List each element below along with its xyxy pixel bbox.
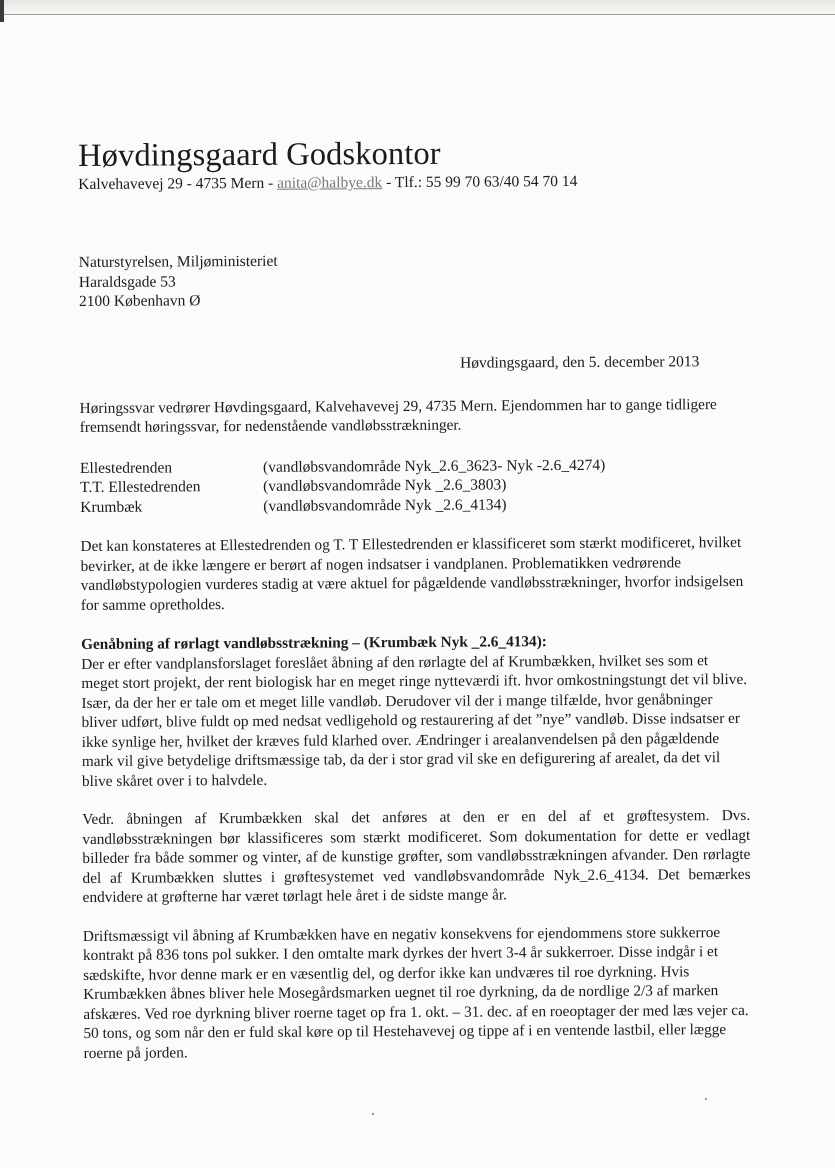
opening-paragraph: Der er efter vandplansforslaget foreslået åbning af den rørlagte del af Krumbækken, hvilket ses som et meget stort projekt, der rent biologisk har en meget ringe nytteværdi ift. hvor omkostningstungt det vil blive. Især, da der her er tale om et meget lille vandløb. Derudover vil der i mange tilfælde, hvor genåbninger bliver udført, blive fuldt op med nedsat vedligehold og restaurering af det ”nye” vandløb. Disse indsatser er ikke synlige her, hvilket der kræves fuld klarhed over. Ændringer i arealanvendelsen på den pågældende mark vil give betydelige driftsmæssige tab, da der i stor grad vil ske en defigurering af arealet, da det vil blive skåret over i to halvdele.	[81, 651, 748, 790]
scan-speck	[705, 1098, 707, 1100]
stream-code: (vandløbsvandområde Nyk_2.6_3623- Nyk -2.6_4274)	[262, 456, 606, 476]
recipient-line-3: 2100 København Ø	[78, 292, 201, 310]
email-link[interactable]: anita@halbye.dk	[277, 174, 383, 192]
scan-speck	[372, 1113, 374, 1115]
classified-paragraph: Det kan konstateres at Ellestedrenden og T. T Ellestedrenden er klassificeret som stærkt modificeret, hvilket bevirker, at de ikke længere er berørt af nogen indsatser i vandplanen. Problematikken vedrørende vandløbstypologien vurderes stadig at være aktuel for pågældende vandløbsstrækninger, hvorfor indsigelsen for samme opretholdes.	[80, 533, 744, 614]
date-line: Høvdingsgaard, den 5. december 2013	[459, 352, 700, 372]
stream-name: Krumbæk	[80, 498, 143, 516]
scan-top-edge	[0, 0, 835, 15]
stream-name: T.T. Ellestedrenden	[80, 478, 201, 496]
stream-list	[80, 454, 748, 517]
stream-name: Ellestedrenden	[79, 458, 173, 477]
stream-code: (vandløbsvandområde Nyk _2.6_3803)	[263, 476, 507, 495]
letter	[78, 134, 752, 1063]
recipient-address	[79, 249, 747, 312]
section-heading: Genåbning af rørlagt vandløbsstrækning – (Krumbæk Nyk _2.6_4134):	[81, 633, 547, 653]
phone-text: - Tlf.: 55 99 70 63/40 54 70 14	[382, 172, 578, 192]
address-text: Kalvehavevej 29 - 4735 Mern -	[78, 174, 278, 193]
stream-code: (vandløbsvandområde Nyk _2.6_4134)	[263, 495, 507, 515]
intro-paragraph: Høringssvar vedrører Høvdingsgaard, Kalvehavevej 29, 4735 Mern. Ejendommen har to gange tidligere fremsendt høringssvar, for nedenstående vandløbsstrækninger.	[79, 395, 717, 436]
scan-left-mark	[0, 0, 4, 22]
recipient-line-2: Haraldsgade 53	[78, 272, 176, 291]
stream-row	[80, 493, 748, 517]
operations-paragraph: Driftsmæssigt vil åbning af Krumbækken have en negativ konsekvens for ejendommens store sukkerroe kontrakt på 836 tons pol sukker. I den omtalte mark dyrkes der hvert 3-4 år sukkerroer. Disse indgår i et sædskifte, hvor denne mark er en væsentlig del, og derfor ikke kan undværes til roe dyrkning. Hvis Krumbækken åbnes bliver hele Mosegårdsmarken uegnet til roe dyrkning, da de nordlige 2/3 af marken afskæres. Ved roe dyrkning bliver roerne taget op fra 1. okt. – 31. dec. af en roeoptager der med læs vejer ca. 50 tons, og som når den er fuld skal køre op til Hestehavevej og tippe af i en ventende lastbil, eller lægge roerne på jorden.	[82, 923, 749, 1062]
contact-line	[78, 171, 746, 194]
ditch-paragraph: Vedr. åbningen af Krumbækken skal det anføres at den er en del af et grøftesystem. Dvs. vandløbsstrækningen bør klassificeres som stærkt modificeret. Som dokumentation for dette er vedlagt billeder fra både sommer og vinter, af de kunstige grøfter, som vandløbsstrækningen afvander. Den rørlagte del af Krumbækken sluttes i grøftesystemet ved vandløbsvandområde Nyk_2.6_4134. Det bemærkes endvidere at grøfterne har været tørlagt hele året i de sidste mange år.	[82, 806, 751, 906]
company-name: Høvdingsgaard Godskontor	[78, 135, 441, 174]
recipient-line-1: Naturstyrelsen, Miljøministeriet	[78, 252, 278, 271]
